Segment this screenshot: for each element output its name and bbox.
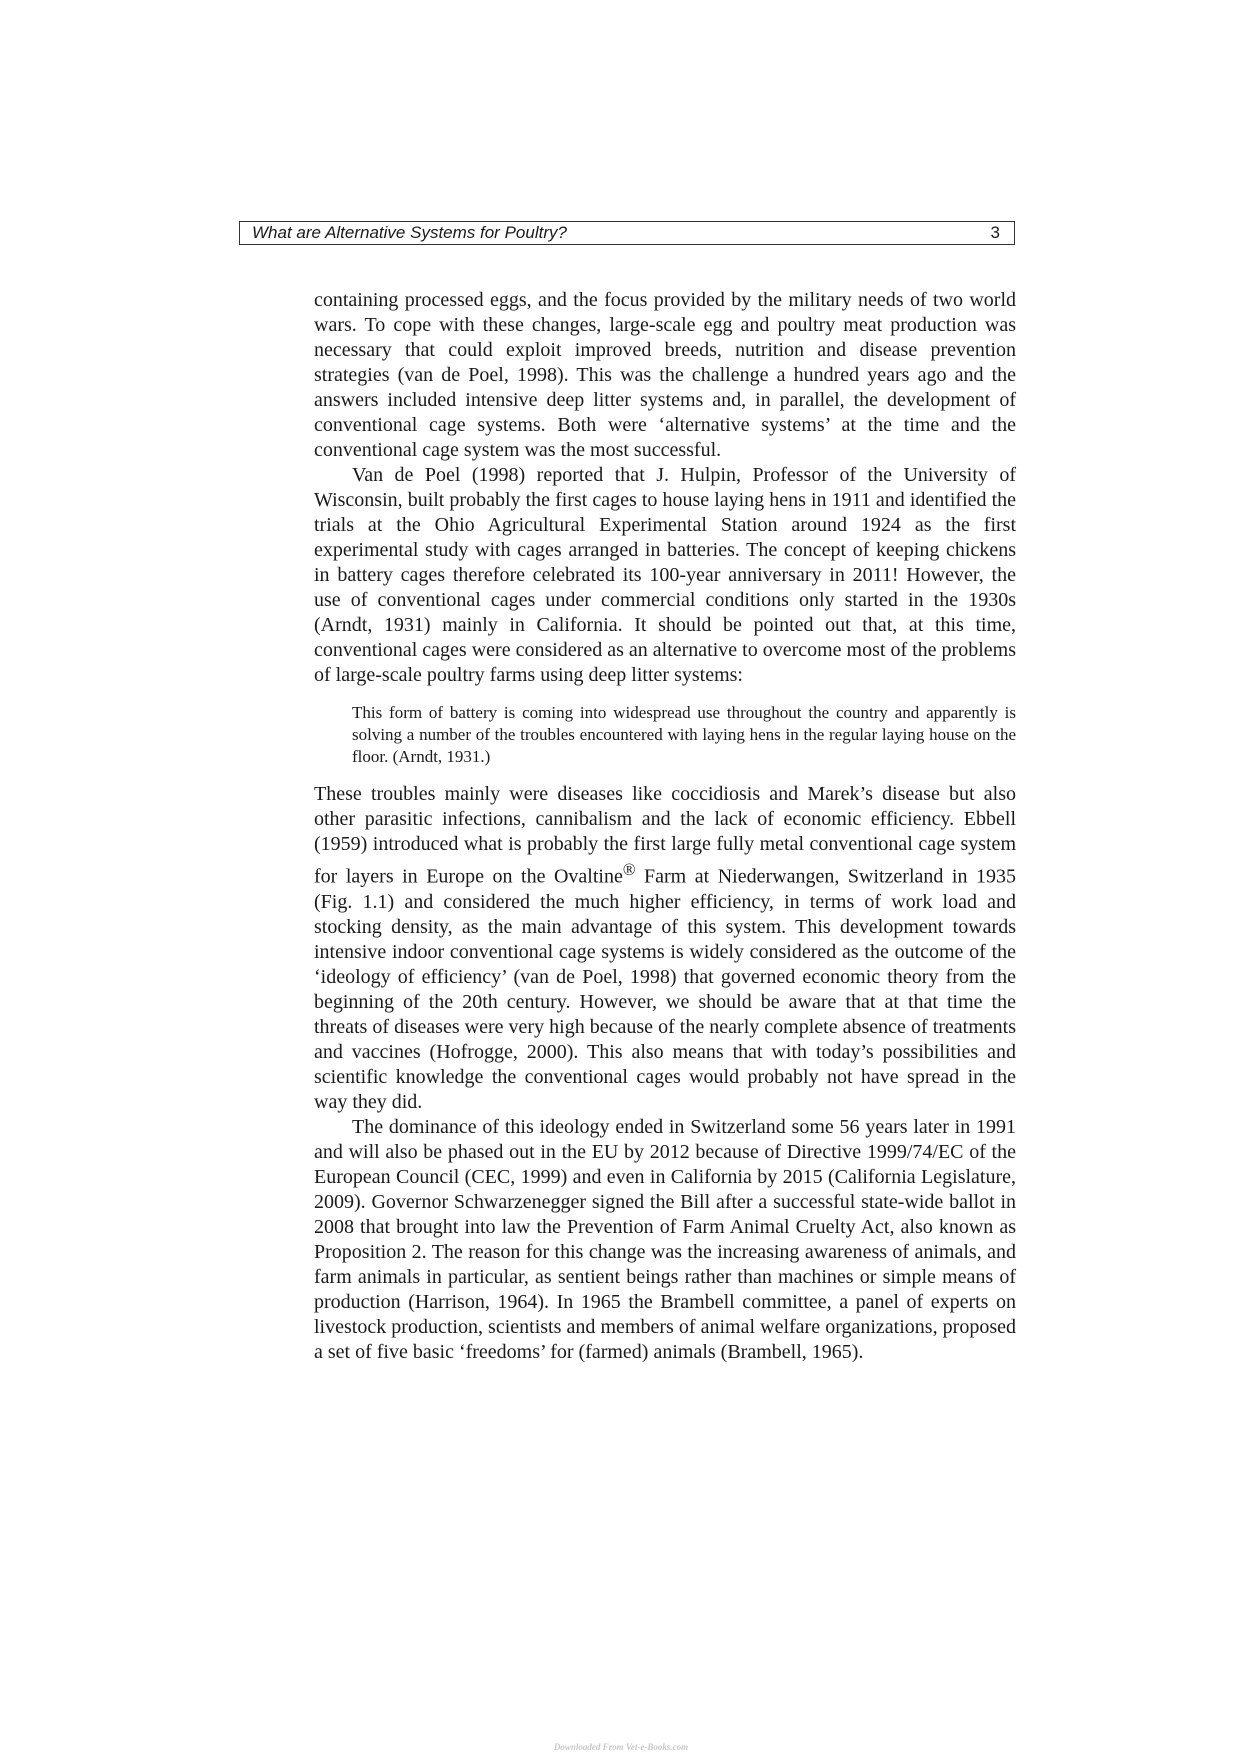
page-number: 3: [990, 223, 1000, 242]
running-header: [239, 221, 1015, 245]
paragraph-3-text-b: Farm at Niederwangen, Switzerland in 1935 (Fig. 1.1) and considered the much higher efficiency, in terms of work load and stocking density, as the main advantage of this system. This development towards intensive indoor conventional cage systems is widely considered as the outcome of the ‘ideology of efficiency’ (van de Poel, 1998) that governed economic theory from the beginning of the 20th century. However, we should be aware that at that time the threats of diseases were very high because of the nearly complete absence of treatments and vaccines (Hofrogge, 2000). This also means that with today’s possibilities and scientific knowledge the conventional cages would probably not have spread in the way they did.: [314, 865, 1016, 1113]
block-quote: This form of battery is coming into widespread use throughout the country and apparently is solving a number of the troubles encountered with laying hens in the regular laying house on the floor. (Arndt, 1931.): [352, 703, 1016, 766]
paragraph-1: containing processed eggs, and the focus provided by the military needs of two world wars. To cope with these changes, large-scale egg and poultry meat production was necessary that could exploit improved breeds, nutrition and disease prevention strategies (van de Poel, 1998). This was the challenge a hundred years ago and the answers included intensive deep litter systems and, in parallel, the development of conventional cage systems. Both were ‘alternative systems’ at the time and the conventional cage system was the most successful.: [314, 289, 1016, 461]
registered-mark: ®: [622, 860, 636, 879]
paragraph-4: The dominance of this ideology ended in Switzerland some 56 years later in 1991 and will also be phased out in the EU by 2012 because of Directive 1999/74/EC of the European Council (CEC, 1999) and even in California by 2015 (California Legislature, 2009). Governor Schwarzenegger signed the Bill after a successful state-wide ballot in 2008 that brought into law the Prevention of Farm Animal Cruelty Act, also known as Proposition 2. The reason for this change was the increasing awareness of animals, and farm animals in particular, as sentient beings rather than machines or simple means of production (Harrison, 1964). In 1965 the Brambell committee, a panel of experts on livestock production, scientists and members of animal welfare organizations, proposed a set of five basic ‘freedoms’ for (farmed) animals (Brambell, 1965).: [314, 1115, 1016, 1363]
paragraph-3-text-a: These troubles mainly were diseases like coccidiosis and Marek’s disease but also other parasitic infections, cannibalism and the lack of economic efficiency. Ebbell (1959) introduced what is probably the first large fully metal conventional cage system for layers in Europe on the Ovaltine: [314, 783, 1016, 888]
download-watermark: Downloaded From Vet-e-Books.com: [553, 1742, 689, 1752]
paragraph-2: Van de Poel (1998) reported that J. Hulpin, Professor of the University of Wisconsin, built probably the first cages to house laying hens in 1911 and identified the trials at the Ohio Agricultural Experimental Station around 1924 as the first experimental study with cages arranged in batteries. The concept of keeping chickens in battery cages therefore celebrated its 100-year anniversary in 2011! However, the use of conventional cages under commercial conditions only started in the 1930s (Arndt, 1931) mainly in California. It should be pointed out that, at this time, conventional cages were considered as an alternative to overcome most of the problems of large-scale poultry farms using deep litter systems:: [314, 464, 1016, 686]
chapter-title: What are Alternative Systems for Poultry?: [252, 223, 567, 242]
body-text: [314, 288, 1016, 1365]
paragraph-3: [314, 782, 1016, 1115]
